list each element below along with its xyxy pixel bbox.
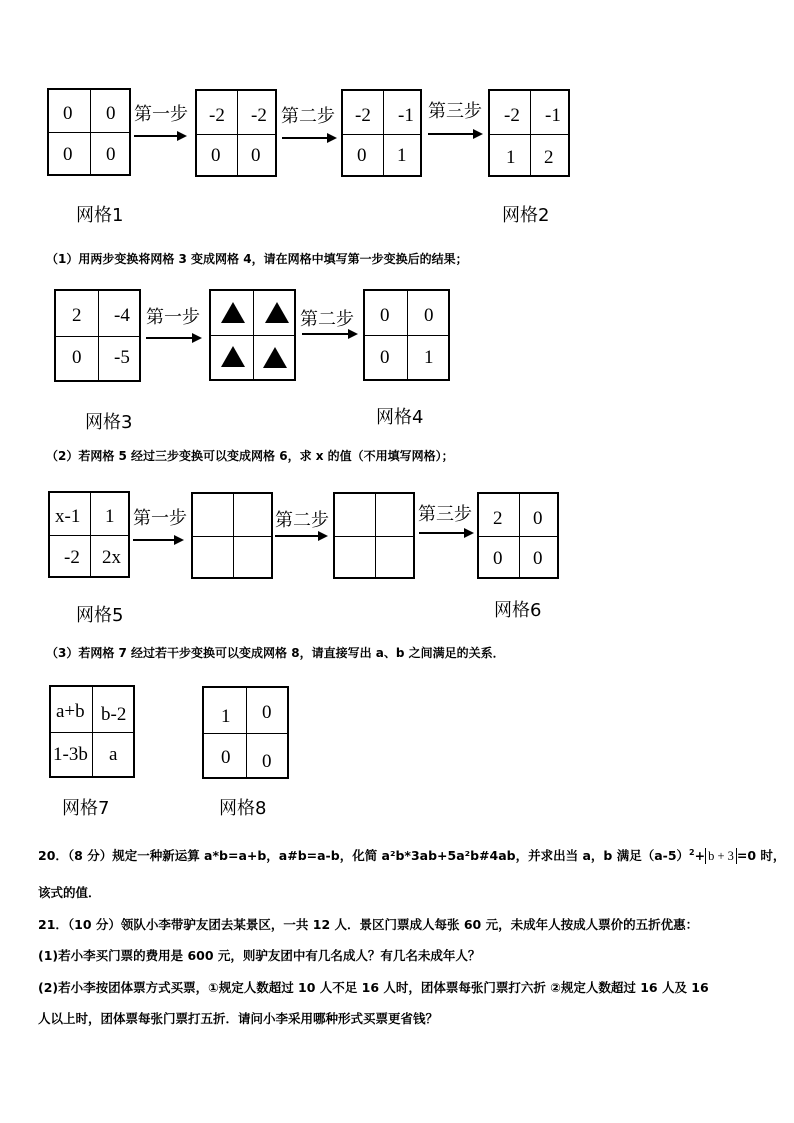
grid-cell: 2: [493, 508, 503, 529]
question-1: （1）用两步变换将网格 3 变成网格 4，请在网格中填写第一步变换后的结果；: [46, 252, 468, 266]
grid-2: [488, 89, 570, 177]
grid-cell: x-1: [55, 506, 81, 527]
grid-cell: 2: [544, 147, 554, 168]
grid-cell: 0: [533, 508, 543, 529]
grid-cell: 0: [493, 548, 503, 569]
grid-caption: 网格2: [502, 205, 550, 226]
arrow-icon: [428, 128, 483, 140]
step-label: 第二步: [275, 510, 329, 531]
grid-cell: 0: [262, 751, 272, 772]
grid-cell: 0: [106, 103, 116, 124]
arrow-icon: [133, 534, 184, 546]
grid-5: [48, 491, 130, 578]
arrow-icon: [302, 328, 358, 340]
grid-caption: 网格6: [494, 600, 542, 621]
grid-cell: a: [109, 744, 118, 765]
grid-answer: [209, 289, 296, 381]
grid-cell: -2: [504, 105, 520, 126]
grid-cell: 2x: [102, 547, 121, 568]
grid-cell: -2: [64, 547, 80, 568]
grid-cell: 2: [72, 305, 82, 326]
grid-6: [477, 492, 559, 579]
triangle-icon: [265, 302, 289, 323]
grid-cell: a+b: [56, 701, 85, 722]
arrow-icon: [134, 130, 187, 142]
grid-step1: [195, 89, 277, 177]
grid-caption: 网格8: [219, 798, 267, 819]
arrow-icon: [275, 530, 328, 542]
step-label: 第一步: [146, 307, 200, 328]
grid-1: [47, 88, 131, 176]
grid-cell: 0: [221, 747, 231, 768]
step-label: 第二步: [300, 309, 354, 330]
grid-cell: 0: [380, 305, 390, 326]
problem-20-text: 20．（8 分）规定一种新运算 a*b=a+b，a#b=a-b，化简 a²b*3ab+5a²b#4ab，并求出当 a，b 满足（a-5）: [38, 848, 690, 864]
grid-cell: 0: [251, 145, 261, 166]
triangle-icon: [221, 302, 245, 323]
plus-sign: +: [694, 848, 706, 864]
grid-cell: -1: [545, 105, 561, 126]
triangle-icon: [263, 347, 287, 368]
grid-cell: b-2: [101, 704, 127, 725]
arrow-icon: [146, 332, 202, 344]
problem-21-line4: 人以上时，团体票每张门票打五折．请问小李采用哪种形式买票更省钱？: [38, 1011, 439, 1026]
exponent: 2: [689, 848, 695, 857]
question-2: （2）若网格 5 经过三步变换可以变成网格 6，求 x 的值（不用填写网格）；: [46, 449, 454, 463]
grid-caption: 网格3: [85, 412, 133, 433]
grid-4: [363, 289, 450, 381]
grid-cell: 1-3b: [53, 744, 88, 765]
grid-cell: -1: [398, 105, 414, 126]
grid-caption: 网格4: [376, 407, 424, 428]
problem-21-line3: (2)若小李按团体票方式买票，①规定人数超过 10 人不足 16 人时，团体票每张门票打六折 ②规定人数超过 16 人及 16: [38, 980, 709, 995]
grid-cell: 0: [533, 548, 543, 569]
triangle-icon: [221, 346, 245, 367]
grid-cell: 1: [506, 147, 516, 168]
grid-cell: 1: [105, 506, 115, 527]
grid-cell: 0: [357, 145, 367, 166]
arrow-icon: [419, 527, 474, 539]
grid-caption: 网格1: [76, 205, 124, 226]
grid-cell: 1: [397, 145, 407, 166]
grid-cell: 0: [106, 144, 116, 165]
step-label: 第三步: [418, 504, 472, 525]
problem-21-line1: 21．（10 分）领队小李带驴友团去某景区，一共 12 人．景区门票成人每张 60 元，未成年人按成人票价的五折优惠：: [38, 917, 699, 932]
step-label: 第一步: [134, 104, 188, 125]
arrow-icon: [282, 132, 337, 144]
grid-blank: [191, 492, 273, 579]
grid-cell: 0: [424, 305, 434, 326]
grid-cell: 1: [424, 347, 434, 368]
problem-20-line1: [38, 848, 785, 864]
grid-7: [49, 685, 135, 778]
grid-3: [54, 289, 141, 382]
step-label: 第一步: [133, 508, 187, 529]
grid-cell: 0: [262, 702, 272, 723]
step-label: 第二步: [281, 106, 335, 127]
problem-20-line2: 该式的值．: [38, 885, 101, 900]
grid-caption: 网格7: [62, 798, 110, 819]
question-3: （3）若网格 7 经过若干步变换可以变成网格 8，请直接写出 a、b 之间满足的关系．: [46, 646, 505, 660]
grid-cell: 0: [211, 145, 221, 166]
grid-caption: 网格5: [76, 605, 124, 626]
problem-20-text-end: =0 时，: [736, 848, 786, 864]
grid-cell: -4: [114, 305, 130, 326]
grid-cell: 0: [380, 347, 390, 368]
problem-21-line2: (1)若小李买门票的费用是 600 元，则驴友团中有几名成人？有几名未成年人？: [38, 948, 481, 963]
grid-step2: [341, 89, 422, 177]
grid-cell: 0: [63, 103, 73, 124]
grid-cell: -2: [209, 105, 225, 126]
absolute-value: b + 3: [705, 848, 737, 864]
grid-cell: 1: [221, 706, 231, 727]
grid-cell: -2: [251, 105, 267, 126]
grid-blank: [333, 492, 415, 579]
grid-cell: 0: [72, 347, 82, 368]
step-label: 第三步: [428, 101, 482, 122]
grid-8: [202, 686, 289, 779]
grid-cell: 0: [63, 144, 73, 165]
grid-cell: -5: [114, 347, 130, 368]
grid-cell: -2: [355, 105, 371, 126]
